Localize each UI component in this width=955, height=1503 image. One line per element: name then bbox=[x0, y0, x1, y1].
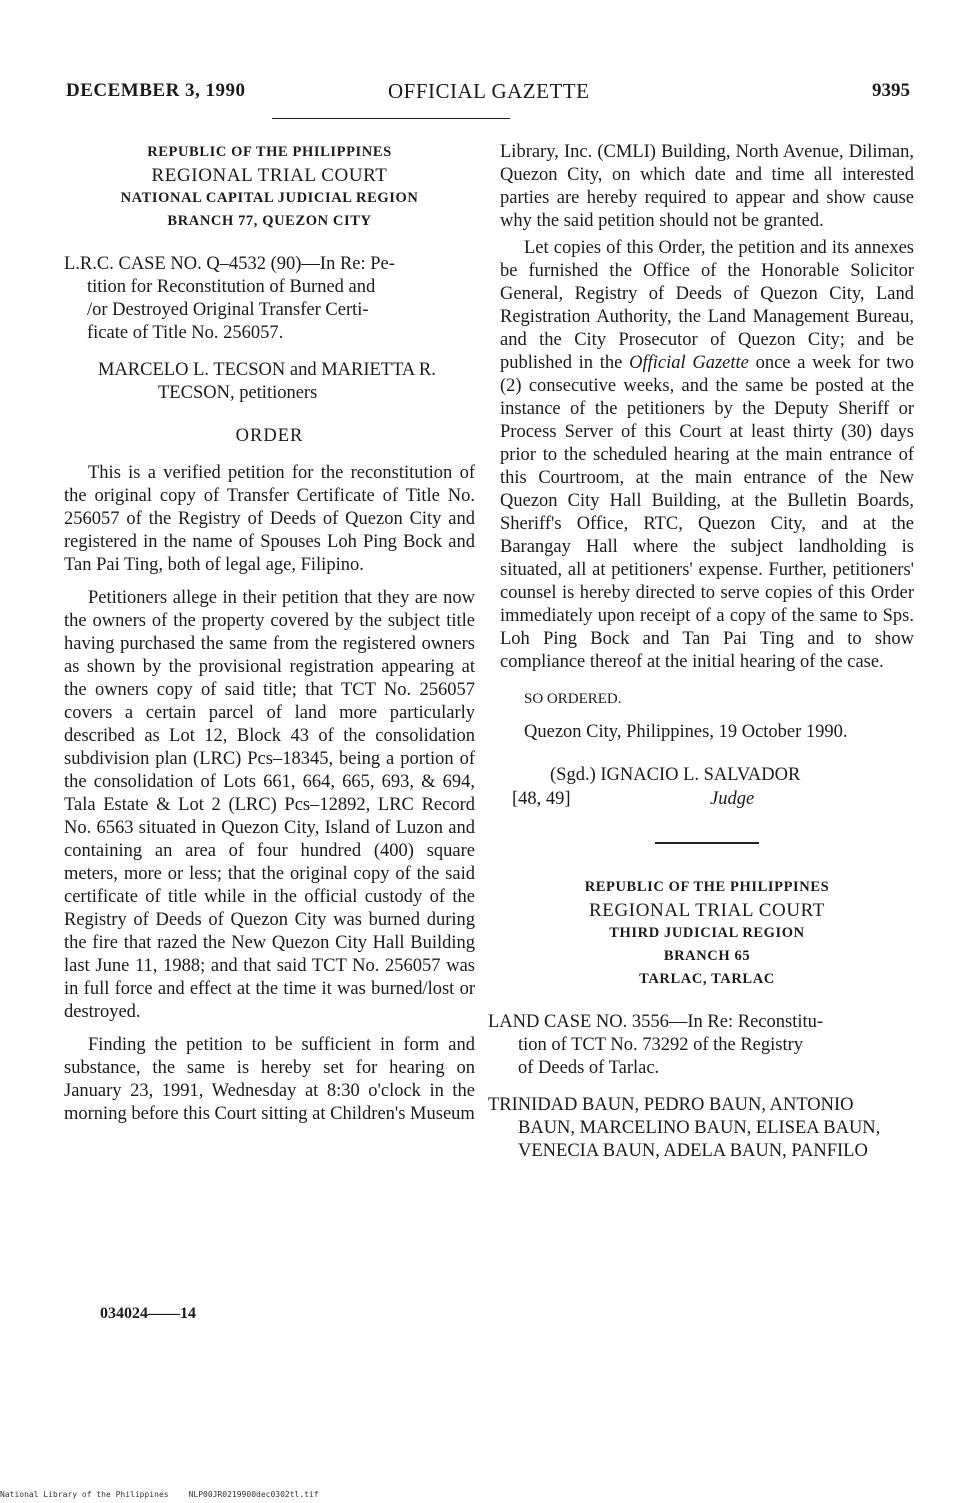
left-column bbox=[64, 141, 475, 1126]
publication-title: OFFICIAL GAZETTE bbox=[388, 79, 590, 103]
order-heading: ORDER bbox=[235, 426, 304, 446]
header-rule bbox=[272, 118, 510, 119]
judge-title: Judge bbox=[710, 789, 755, 809]
order-paragraph-3: Finding the petition to be sufficient in form and substance, the same is hereby set for hearing on January 23, 1991, Wednesday at 8:30 o'clock in the morning before this Court sitting at Children's Museum bbox=[64, 1035, 475, 1124]
order-paragraph-2: Petitioners allege in their petition that they are now the owners of the property covered by the subject title having purchased the same from the registered owners as shown by the provisional registration appearing at the owners copy of said title; that TCT No. 256057 covers a certain parcel of land more particularly described as Lot 12, Block 43 of the consolidation subdivision plan (LRC) Pcs–18345, being a portion of the consolidation of Lots 661, 664, 665, 693, & 694, Tala Estate & Lot 2 (LRC) Pcs–12892, LRC Record No. 6563 situated in Quezon City, Island of Luzon and containing an area of four hundred (400) square meters, more or less; that the original copy of the said certificate of title while in the official custody of the Registry of Deeds of Quezon City was burned during the fire that razed the New Quezon City Hall Building last June 11, 1988; and that said TCT No. 256057 was in full force and effect at the time it was burned/lost or destroyed. bbox=[64, 588, 475, 1022]
notice2-republic: REPUBLIC OF THE PHILIPPINES bbox=[584, 879, 830, 895]
notice2-branch: BRANCH 65 bbox=[663, 948, 751, 964]
signature-block bbox=[500, 764, 914, 814]
right-column bbox=[488, 141, 914, 1163]
notice2-case-title: LAND CASE NO. 3556—In Re: Reconstitu- tion of TCT No. 73292 of the Registry of Deeds of Tarlac. bbox=[488, 1012, 824, 1078]
order-paragraph-3-continued: Library, Inc. (CMLI) Building, North Avenue, Diliman, Quezon City, on which date and time all interested parties are hereby required to appear and show cause why the said petition should not be granted. bbox=[500, 142, 914, 231]
order-paragraph-4: Let copies of this Order, the petition and its annexes be furnished the Office of the Honorable Solicitor General, Registry of Deeds of Quezon City, Land Registration Authority, the Land Management Bureau, and the City Prosecutor of Quezon City; and be published in the Official Gazette once a week for two (2) consecutive weeks, and the same be posted at the instance of the petitioners by the Deputy Sheriff or Process Server of this Court at least thirty (30) days prior to the scheduled hearing at the main entrance of this Courtroom, at the main entrance of the New Quezon City Hall Building, at the Bulletin Boards, Sheriff's Office, RTC, Quezon City, and at the Barangay Hall where the subject landholding is situated, all at petitioners' expense. Further, petitioners' counsel is hereby directed to serve copies of this Order immediately upon receipt of a copy of the same to Sps. Loh Ping Bock and Tan Pai Ting and to show compliance thereof at the initial hearing of the case. bbox=[500, 238, 914, 672]
notice1-region: NATIONAL CAPITAL JUDICIAL REGION bbox=[120, 190, 419, 206]
notice1-republic: REPUBLIC OF THE PHILIPPINES bbox=[147, 144, 392, 160]
notice1-branch: BRANCH 77, QUEZON CITY bbox=[167, 213, 372, 229]
issue-date: DECEMBER 3, 1990 bbox=[66, 80, 246, 101]
page-number: 9395 bbox=[872, 80, 910, 101]
notice1-petitioners: MARCELO L. TECSON and MARIETTA R. TECSON, petitioners bbox=[98, 360, 436, 403]
so-ordered: SO ORDERED. bbox=[524, 691, 622, 707]
notice2-parties: TRINIDAD BAUN, PEDRO BAUN, ANTONIO BAUN, MARCELINO BAUN, ELISEA BAUN, VENECIA BAUN, ADELA BAUN, PANFILO bbox=[488, 1095, 881, 1161]
reference-numbers: [48, 49] bbox=[512, 789, 571, 809]
order-paragraph-1: This is a verified petition for the reconstitution of the original copy of Transfer Certificate of Title No. 256057 of the Registry of Deeds of Quezon City and registered in the name of Spouses Loh Ping Bock and Tan Pai Ting, both of legal age, Filipino. bbox=[64, 463, 475, 575]
judge-signature: (Sgd.) IGNACIO L. SALVADOR bbox=[550, 765, 801, 785]
print-code: 034024——14 bbox=[100, 1305, 196, 1322]
notice1-court: REGIONAL TRIAL COURT bbox=[151, 165, 388, 186]
notice2-court: REGIONAL TRIAL COURT bbox=[588, 900, 826, 921]
notice2-region: THIRD JUDICIAL REGION bbox=[609, 925, 805, 941]
notice2-location: TARLAC, TARLAC bbox=[639, 971, 775, 987]
scan-source-note: National Library of the Philippines NLP00JR0219900dec0302tl.tif bbox=[0, 1490, 319, 1499]
notice1-case-title: L.R.C. CASE NO. Q–4532 (90)—In Re: Pe- tition for Reconstitution of Burned and /or Destroyed Original Transfer Certi- ficate of Title No. 256057. bbox=[64, 254, 395, 343]
place-and-date: Quezon City, Philippines, 19 October 1990. bbox=[524, 722, 848, 742]
